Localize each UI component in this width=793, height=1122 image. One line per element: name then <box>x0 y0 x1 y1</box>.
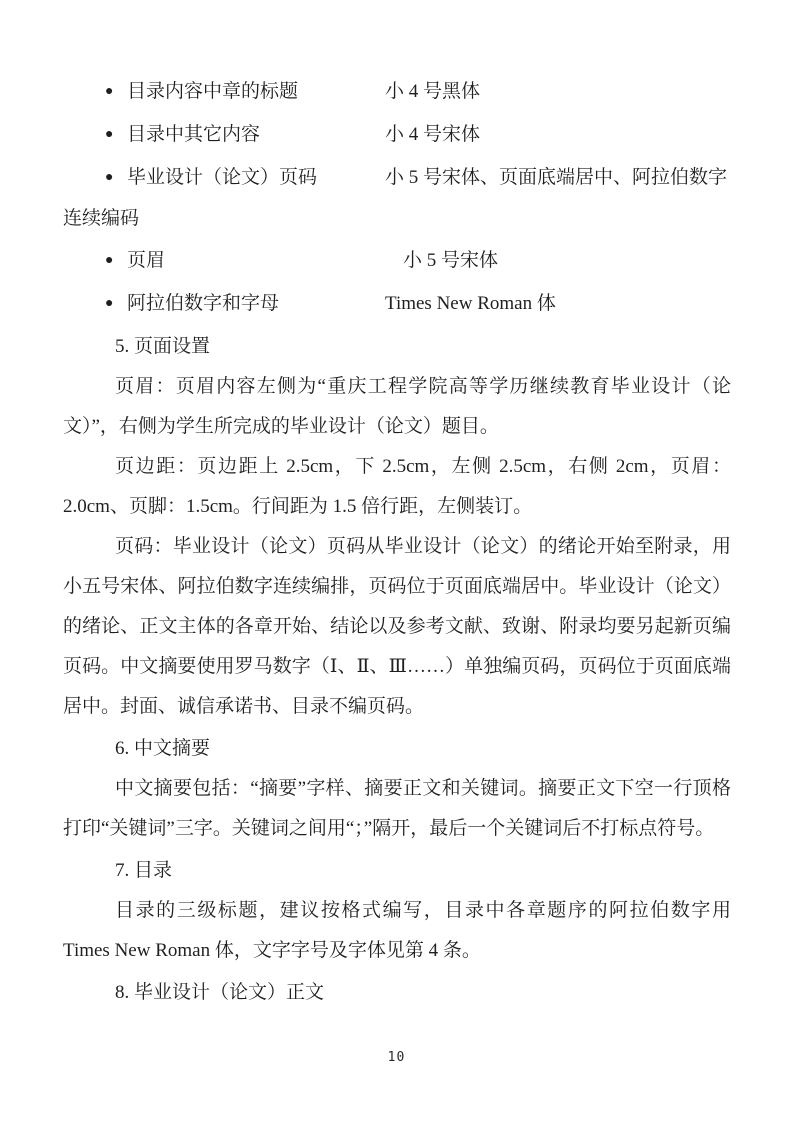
format-spec-row <box>63 282 731 325</box>
section-main-body <box>63 973 731 1013</box>
paragraph: 页边距：页边距上 2.5cm，下 2.5cm，左侧 2.5cm，右侧 2cm，页眉：2.0cm、页脚：1.5cm。行间距为 1.5 倍行距，左侧装订。 <box>63 456 731 517</box>
bullet-icon: ● <box>105 84 114 99</box>
section-chinese-abstract <box>63 729 731 849</box>
paragraph: 页码：毕业设计（论文）页码从毕业设计（论文）的绪论开始至附录，用小五号宋体、阿拉伯数字连续编排，页码位于页面底端居中。毕业设计（论文）的绪论、正文主体的各章开始、结论以及参考文献、致谢、附录均要另起新页编页码。中文摘要使用罗马数字（Ⅰ、Ⅱ、Ⅲ……）单独编页码，页码位于页面底端居中。封面、诚信承诺书、目录不编页码。 <box>63 536 731 717</box>
format-spec-list <box>63 70 731 325</box>
section-heading: 6. 中文摘要 <box>115 738 211 759</box>
format-spec-row <box>63 70 731 113</box>
bullet-icon: ● <box>105 170 114 185</box>
section-table-of-contents <box>63 851 731 971</box>
format-spec-value-continuation: 连续编码 <box>63 208 140 229</box>
format-spec-value: 小 4 号宋体 <box>385 124 481 145</box>
section-heading: 7. 目录 <box>115 860 173 881</box>
bullet-icon: ● <box>105 253 114 268</box>
format-spec-value: 小 4 号黑体 <box>385 81 481 102</box>
paragraph: 页眉：页眉内容左侧为“重庆工程学院高等学历继续教育毕业设计（论文）”，右侧为学生所完成的毕业设计（论文）题目。 <box>63 376 731 437</box>
format-spec-row <box>63 113 731 156</box>
bullet-icon: ● <box>105 127 114 142</box>
format-spec-row <box>63 156 731 199</box>
format-spec-value: Times New Roman 体 <box>385 293 556 314</box>
format-spec-label: 目录内容中章的标题 <box>127 81 299 102</box>
format-spec-label: 阿拉伯数字和字母 <box>127 293 280 314</box>
format-spec-value: 小 5 号宋体、页面底端居中、阿拉伯数字 <box>385 167 728 188</box>
format-spec-label: 页眉 <box>127 250 166 271</box>
section-heading: 8. 毕业设计（论文）正文 <box>115 982 325 1003</box>
format-spec-label: 目录中其它内容 <box>127 124 261 145</box>
paragraph: 目录的三级标题，建议按格式编写，目录中各章题序的阿拉伯数字用 Times New Roman 体，文字字号及字体见第 4 条。 <box>63 900 731 961</box>
paragraph: 中文摘要包括：“摘要”字样、摘要正文和关键词。摘要正文下空一行顶格打印“关键词”三字。关键词之间用“；”隔开，最后一个关键词后不打标点符号。 <box>63 778 731 839</box>
page-number: 10 <box>387 1050 406 1065</box>
section-heading: 5. 页面设置 <box>115 336 211 357</box>
format-spec-label: 毕业设计（论文）页码 <box>127 167 318 188</box>
document-content <box>63 70 731 1013</box>
format-spec-row <box>63 239 731 282</box>
format-spec-value: 小 5 号宋体 <box>403 250 499 271</box>
section-page-setup <box>63 327 731 727</box>
bullet-icon: ● <box>105 296 114 311</box>
